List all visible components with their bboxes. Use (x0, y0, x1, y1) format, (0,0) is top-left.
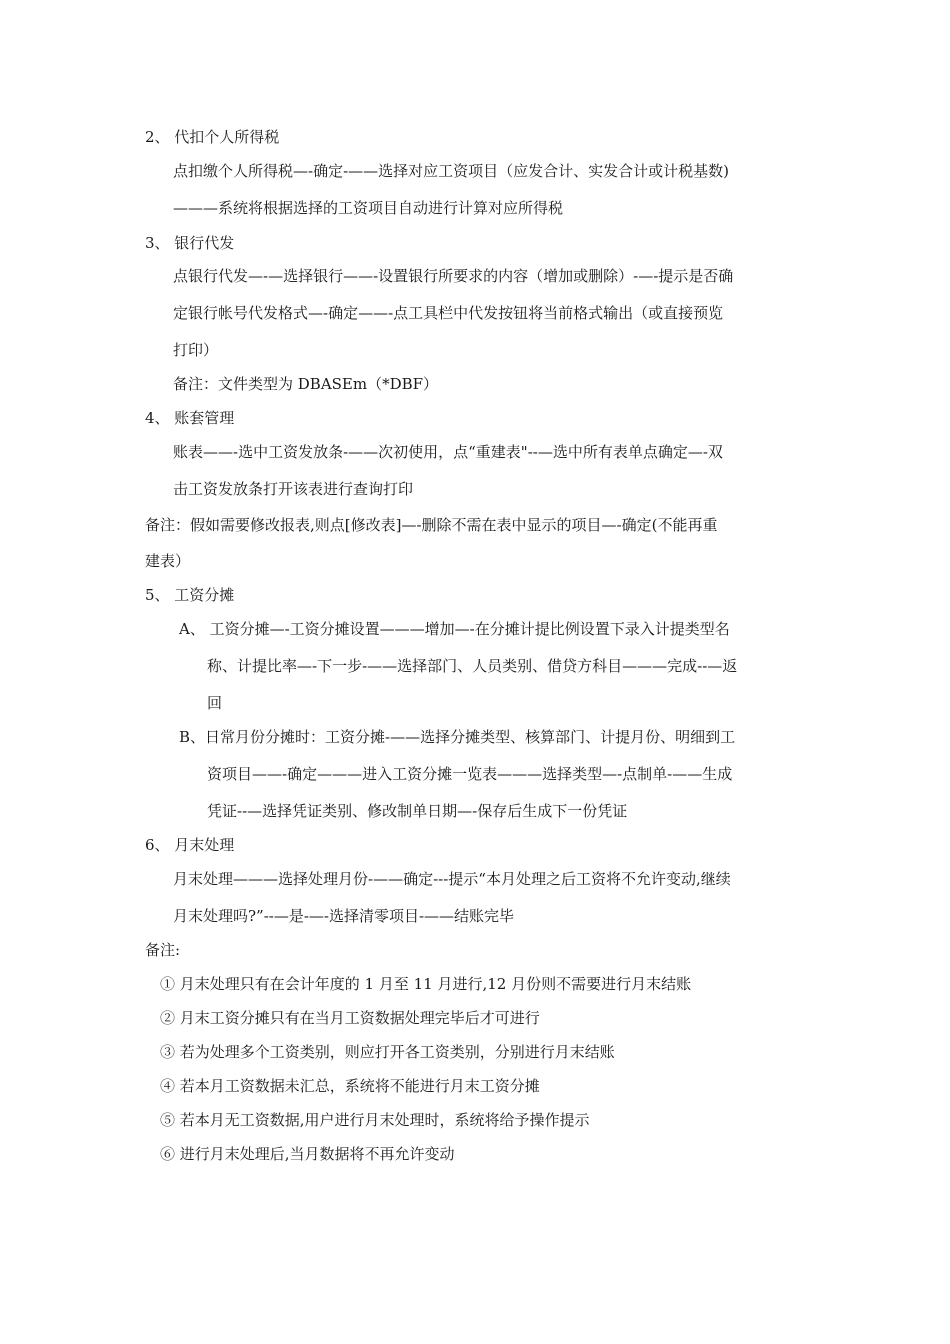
list-item-line: 称、计提比率—-下一步-——选择部门、人员类别、借贷方科目———完成--—返 (207, 657, 738, 675)
section-heading: 3、 银行代发 (145, 234, 235, 252)
section-heading: 6、 月末处理 (145, 836, 235, 854)
note-line: 建表） (145, 552, 191, 570)
note-line: 备注：假如需要修改报表,则点[修改表]—-删除不需在表中显示的项目—-确定(不能再重 (145, 516, 718, 534)
list-item-line: A、 工资分摊—-工资分摊设置———增加—-在分摊计提比例设置下录入计提类型名 (179, 620, 730, 638)
paragraph-line: 打印） (173, 341, 219, 359)
paragraph-line: 击工资发放条打开该表进行查询打印 (173, 480, 414, 498)
paragraph-line: 点扣缴个人所得税—-确定-——选择对应工资项目（应发合计、实发合计或计税基数) (173, 162, 729, 180)
note-line: 备注：文件类型为 DBASEm（*DBF） (173, 375, 439, 393)
section-heading: 5、 工资分摊 (145, 586, 235, 604)
numbered-note: ⑤ 若本月无工资数据,用户进行月末处理时，系统将给予操作提示 (160, 1111, 590, 1129)
numbered-note: ③ 若为处理多个工资类别，则应打开各工资类别，分别进行月末结账 (160, 1043, 615, 1061)
numbered-note: ② 月末工资分摊只有在当月工资数据处理完毕后才可进行 (160, 1009, 540, 1027)
numbered-note: ① 月末处理只有在会计年度的 1 月至 11 月进行,12 月份则不需要进行月末结账 (160, 975, 692, 993)
note-heading: 备注: (145, 941, 181, 959)
list-item-line: B、日常月份分摊时：工资分摊-——选择分摊类型、核算部门、计提月份、明细到工 (179, 728, 736, 746)
paragraph-line: 定银行帐号代发格式—-确定——-点工具栏中代发按钮将当前格式输出（或直接预览 (173, 304, 724, 322)
paragraph-line: 点银行代发—-—选择银行——-设置银行所要求的内容（增加或删除）-—-提示是否确 (173, 267, 734, 285)
numbered-note: ⑥ 进行月末处理后,当月数据将不再允许变动 (160, 1145, 455, 1163)
list-item-line: 凭证--—选择凭证类别、修改制单日期—-保存后生成下一份凭证 (207, 802, 628, 820)
list-item-line: 回 (207, 694, 223, 712)
list-item-line: 资项目——-确定———进入工资分摊一览表———选择类型—-点制单-——生成 (207, 765, 733, 783)
numbered-note: ④ 若本月工资数据未汇总，系统将不能进行月末工资分摊 (160, 1077, 540, 1095)
paragraph-line: 月末处理———选择处理月份-——确定---提示“本月处理之后工资将不允许变动,继续 (173, 870, 731, 888)
section-heading: 2、 代扣个人所得税 (145, 128, 280, 146)
section-heading: 4、 账套管理 (145, 409, 235, 427)
paragraph-line: 月末处理吗?”--—是-—-选择清零项目-——结账完毕 (173, 907, 515, 925)
paragraph-line: 账表——-选中工资发放条-——次初使用，点“重建表"--—选中所有表单点确定—-双 (173, 443, 723, 461)
paragraph-line: ———系统将根据选择的工资项目自动进行计算对应所得税 (173, 199, 564, 217)
